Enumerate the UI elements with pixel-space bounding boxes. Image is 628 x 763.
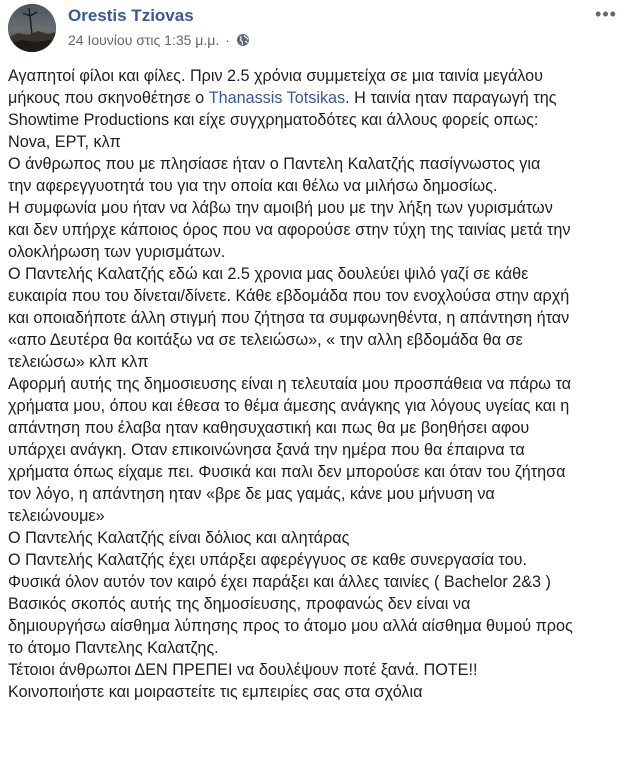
post-text: «απο Δευτέρα θα κοιτάξω να σε τελειώσω», « την αλλη εβδομάδα θα σε xyxy=(8,331,523,349)
post-line xyxy=(8,219,624,241)
post-line xyxy=(8,329,624,351)
post-text: και δεν υπήρχε κάποιος όρος που να αφορούσε στην τύχη της ταινίας μετά την xyxy=(8,221,571,239)
post-text: Φυσικά όλον αυτόν τον καιρό έχει παράξει και άλλες ταινίες ( Bachelor 2&3 ) xyxy=(8,573,551,591)
post-line xyxy=(8,153,624,175)
post-text: τελειώσω» κλπ κλπ xyxy=(8,353,149,371)
post-meta xyxy=(68,32,250,48)
post-text: το άτομο Παντελης Καλατζης. xyxy=(8,639,219,657)
post-line xyxy=(8,65,624,87)
post-line xyxy=(8,109,624,131)
post-line xyxy=(8,197,624,219)
post-line xyxy=(8,131,624,153)
post-line xyxy=(8,285,624,307)
post-line xyxy=(8,175,624,197)
post-text: Ο Παντελής Καλατζής εδώ και 2.5 χρονια μας δουλεύει ψιλό γαζί σε κάθε xyxy=(8,265,529,283)
post-line xyxy=(8,351,624,373)
post-text: χρήματα όπως είχαμε πει. Φυσικά και παλι δεν μπορούσε και όταν του ζήτησα xyxy=(8,463,566,481)
post-line xyxy=(8,87,624,109)
post-text: Τέτοιοι άνθρωποι ΔΕΝ ΠΡΕΠΕΙ να δουλέψουν ποτέ ξανά. ΠΟΤΕ!! xyxy=(8,661,478,679)
author-name[interactable]: Orestis Tziovas xyxy=(68,6,194,25)
post-text: Nova, ΕΡΤ, κλπ xyxy=(8,133,121,151)
post-text: χρήματα μου, όπου και έθεσα το θέμα άμεσης ανάγκης για λόγους υγείας και η xyxy=(8,397,570,415)
post-text: Η συμφωνία μου ήταν να λάβω την αμοιβή μου με την λήξη των γυρισμάτων xyxy=(8,199,553,217)
post-line xyxy=(8,263,624,285)
post-line xyxy=(8,593,624,615)
post-line xyxy=(8,527,624,549)
post-text: Αφορμή αυτής της δημοσιευσης είναι η τελευταία μου προσπάθεια να πάρω τα xyxy=(8,375,571,393)
post-line xyxy=(8,505,624,527)
post-text: απάντηση που έλαβα ηταν καθησυχαστική και πως θα με βοηθήσει αφου xyxy=(8,419,530,437)
post-text: Αγαπητοί φίλοι και φίλες. Πριν 2.5 χρόνια συμμετείχα σε μια ταινία μεγάλου xyxy=(8,67,544,85)
post-text: μήκους που σκηνοθέτησε ο xyxy=(8,89,209,107)
post-text: Βασικός σκοπός αυτής της δημοσίευσης, προφανώς δεν είναι να xyxy=(8,595,471,613)
post-text: ευκαιρία που του δίνεται/δίνετε. Κάθε εβδομάδα που τον ενοχλούσα στην αρχή xyxy=(8,287,570,305)
post-timestamp[interactable]: 24 Ιουνίου στις 1:35 μ.μ. xyxy=(68,32,220,48)
post-text: . Η ταινία ηταν παραγωγή της xyxy=(345,89,557,107)
post-text: την αφερεγγυοτητά του για την οποία και θέλω να μιλήσω δημοσίως. xyxy=(8,177,498,195)
post-line xyxy=(8,439,624,461)
post-text: δημιουργήσω αίσθημα λύπησης προς το άτομο μου αλλά αίσθημα θυμού προς xyxy=(8,617,573,635)
post-line xyxy=(8,483,624,505)
post-line xyxy=(8,571,624,593)
post-header xyxy=(8,4,620,56)
post-text: ολοκλήρωση των γυρισμάτων. xyxy=(8,243,226,261)
post-text: τον λόγο, η απάντηση ηταν «βρε δε μας γαμάς, κάνε μου μήνυση να xyxy=(8,485,495,503)
post-body xyxy=(8,65,624,703)
post-line xyxy=(8,549,624,571)
post-text: Ο άνθρωπος που με πλησίασε ήταν ο Παντελη Καλατζής πασίγνωστος για xyxy=(8,155,541,173)
post-text: υπάρχει ανάγκη. Οταν επικοινώνησα ξανά την ημέρα που θα έπαιρνα τα xyxy=(8,441,525,459)
post-line xyxy=(8,659,624,681)
post-text: Ο Παντελής Καλατζής έχει υπάρξει αφερέγγυος σε καθε συνεργασία του. xyxy=(8,551,527,569)
post-line xyxy=(8,373,624,395)
post-text: Showtime Productions και είχε συγχρηματοδότες και άλλους φορείς οπως: xyxy=(8,111,539,129)
avatar-image xyxy=(8,4,56,52)
avatar[interactable] xyxy=(8,4,56,52)
post-line xyxy=(8,637,624,659)
post-line xyxy=(8,461,624,483)
post-text: Ο Παντελής Καλατζής είναι δόλιος και αλητάρας xyxy=(8,529,350,547)
post-line xyxy=(8,417,624,439)
more-options-icon[interactable]: ••• xyxy=(595,4,617,24)
post-text: Κοινοποιήστε και μοιραστείτε τις εμπειρίες σας στα σχόλια xyxy=(8,683,423,701)
globe-icon[interactable] xyxy=(236,33,250,47)
post-line xyxy=(8,615,624,637)
mention-link[interactable]: Thanassis Totsikas xyxy=(208,89,346,107)
post-line xyxy=(8,241,624,263)
post-line xyxy=(8,307,624,329)
meta-separator: · xyxy=(225,32,230,48)
post-text: και οποιαδήποτε άλλη στιγμή που ζήτησα τα συμφωνηθέντα, η απάντηση ήταν xyxy=(8,309,570,327)
post-line xyxy=(8,395,624,417)
post-text: τελειώνουμε» xyxy=(8,507,105,525)
post-line xyxy=(8,681,624,703)
